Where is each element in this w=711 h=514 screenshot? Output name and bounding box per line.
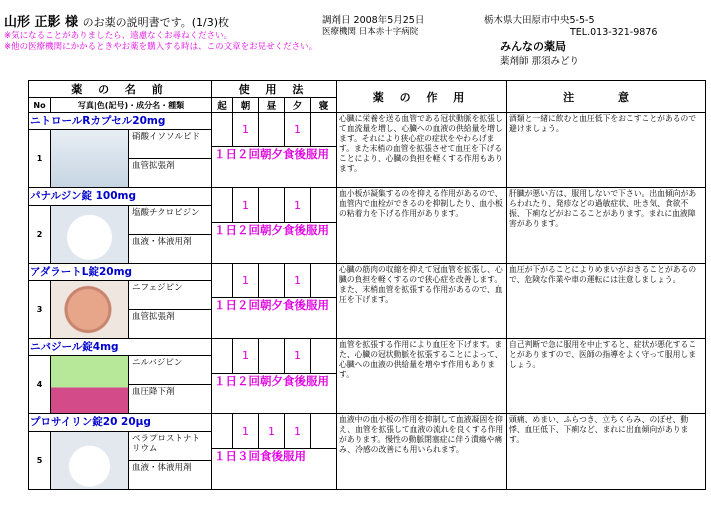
drug-action: 心臓の筋肉の収縮を抑えて冠血管を拡張し、心臓の負担を軽くするので狭心症を改善します。また、末梢血管を拡張する作用があるので、血圧を下げます。 (337, 263, 507, 338)
dose-evening: 1 (285, 113, 311, 147)
institution: 医療機関 日本赤十字病院 (322, 27, 419, 37)
drug-action: 血小板が凝集するのを抑える作用があるので、血管内で血栓ができるのを抑制したり、血小板の粘着力を下げる作用があります。 (337, 188, 507, 263)
drug-action: 血液中の血小板の作用を抑制して血液凝固を抑え、血管を拡張して血液の流れを良くする作用があります。慢性の動脈閉塞症に伴う潰瘍や痛み、冷感の改善にも用いられます。 (337, 414, 507, 490)
usage-instruction: １日２回朝夕食後服用 (212, 298, 337, 339)
drug-name: ニトロールRカプセル20mg (29, 113, 212, 130)
dose-bed (311, 414, 337, 448)
col-time-noon: 昼 (259, 98, 285, 113)
dose-morning: 1 (233, 113, 259, 147)
dose-evening: 1 (285, 339, 311, 373)
pill-photo (51, 356, 129, 413)
drug-category: 血液・体液用剤 (132, 462, 192, 473)
drug-row (29, 113, 706, 130)
drug-photo-cell (51, 356, 212, 414)
drug-row (29, 339, 706, 356)
usage-instruction: １日３回食後服用 (212, 448, 337, 489)
drug-row (29, 188, 706, 205)
dose-noon (259, 188, 285, 222)
drug-no: 3 (29, 280, 51, 338)
dose-evening: 1 (285, 263, 311, 297)
col-time-wake: 起 (212, 98, 233, 113)
note-line-2: ※他の医療機関にかかるときやお薬を購入する時は、この文章をお見せください。 (4, 42, 318, 52)
pill-photo (51, 432, 129, 489)
dose-evening: 1 (285, 414, 311, 448)
drug-caution: 頭痛、めまい、ふらつき、立ちくらみ、のぼせ、動悸、血圧低下、下痢など、まれに出血傾向があります。 (507, 414, 706, 490)
col-caution: 注 意 (507, 81, 706, 113)
dose-wake (212, 113, 233, 147)
pill-photo (51, 206, 129, 263)
dose-wake (212, 263, 233, 297)
dose-morning: 1 (233, 339, 259, 373)
dose-wake (212, 414, 233, 448)
usage-instruction: １日２回朝夕食後服用 (212, 222, 337, 263)
usage-instruction: １日２回朝夕食後服用 (212, 373, 337, 414)
drug-name: ニバジール錠4mg (29, 339, 212, 356)
dose-morning: 1 (233, 414, 259, 448)
drug-caution: 自己判断で急に服用を中止すると、症状が悪化することがありますので、医師の指導をよく守って服用しましょう。 (507, 339, 706, 414)
dose-morning: 1 (233, 188, 259, 222)
drug-photo-cell (51, 280, 212, 338)
drug-ingredient: 硝酸イソソルビド (129, 130, 211, 159)
dose-noon (259, 339, 285, 373)
drug-photo-cell (51, 130, 212, 188)
pharmacy-address: 栃木県大田原市中央5-5-5 (484, 15, 595, 26)
drug-no: 4 (29, 356, 51, 414)
drug-ingredient: ニフェジピン (129, 281, 211, 310)
col-action: 薬 の 作 用 (337, 81, 507, 113)
col-time-bed: 寝 (311, 98, 337, 113)
usage-instruction: １日２回朝夕食後服用 (212, 147, 337, 188)
drug-photo-cell (51, 205, 212, 263)
drug-no: 1 (29, 130, 51, 188)
pharmacist-name: 薬剤師 那須みどり (500, 56, 580, 67)
patient-name: 山形 正影 様 (4, 15, 79, 30)
doc-title: のお薬の説明書です。(1/3)枚 (82, 16, 229, 29)
drug-photo-cell (51, 431, 212, 489)
patient-heading (4, 16, 229, 29)
dose-bed (311, 263, 337, 297)
col-no: No (29, 98, 51, 113)
pill-photo (51, 130, 129, 187)
dose-bed (311, 339, 337, 373)
drug-row (29, 263, 706, 280)
pharmacy-tel: TEL.013-321-9876 (570, 27, 658, 38)
dispense-date: 調剤日 2008年5月25日 (322, 15, 425, 26)
dose-noon: 1 (259, 414, 285, 448)
pharmacy-name: みんなの薬局 (500, 40, 566, 53)
drug-caution: 酒類と一緒に飲むと血圧低下をおこすことがあるので避けましょう。 (507, 113, 706, 188)
col-photo: 写真|色(記号)・成分名・種類 (51, 98, 212, 113)
dose-evening: 1 (285, 188, 311, 222)
drug-no: 2 (29, 205, 51, 263)
drug-caution: 肝臓が悪い方は、服用しないで下さい。出血傾向があらわれたり、発疹などの過敏症状、吐き気、食欲不振、下痢などがおこることがあります。まれに血液障害があります。 (507, 188, 706, 263)
dose-morning: 1 (233, 263, 259, 297)
drug-ingredient: 塩酸チクロピジン (129, 206, 211, 235)
drug-no: 5 (29, 431, 51, 489)
drug-ingredient: ニルバジピン (129, 356, 211, 385)
drug-name: パナルジン錠 100mg (29, 188, 212, 205)
dose-bed (311, 188, 337, 222)
drug-category: 血管拡張剤 (132, 312, 175, 323)
drug-action: 心臓に栄養を送る血管である冠状動脈を拡張して血流量を増し、心臓への血液の供給量を増します。それにより狭心症の症状をやわらげます。また末梢の血管を拡張させて血圧を下げることにより、心臓の負担を軽くする作用もあります。 (337, 113, 507, 188)
drug-row (29, 414, 706, 431)
drug-category: 血液・体液用剤 (132, 236, 192, 247)
drug-caution: 血圧が下がることによりめまいがおきることがあるので、危険な作業や車の運転には注意しましょう。 (507, 263, 706, 338)
dose-noon (259, 263, 285, 297)
dose-bed (311, 113, 337, 147)
medication-table (28, 80, 706, 490)
col-usage: 使 用 法 (212, 81, 337, 98)
drug-ingredient: ベラプロストナトリウム (129, 432, 211, 461)
note-line-1: ※気になることがありましたら、遠慮なくお尋ねください。 (4, 31, 233, 41)
drug-category: 血管拡張剤 (132, 161, 175, 172)
dose-wake (212, 339, 233, 373)
drug-name: プロサイリン錠20 20μg (29, 414, 212, 431)
drug-name: アダラートL錠20mg (29, 263, 212, 280)
col-time-evening: 夕 (285, 98, 311, 113)
col-time-morning: 朝 (233, 98, 259, 113)
pill-photo (51, 281, 129, 338)
dose-wake (212, 188, 233, 222)
dose-noon (259, 113, 285, 147)
drug-action: 血管を拡張する作用により血圧を下げます。また、心臓の冠状動脈を拡張することによって、心臓への血液の供給量を増やす作用もあります。 (337, 339, 507, 414)
col-drug-name: 薬 の 名 前 (29, 81, 212, 98)
drug-category: 血圧降下剤 (132, 387, 175, 398)
